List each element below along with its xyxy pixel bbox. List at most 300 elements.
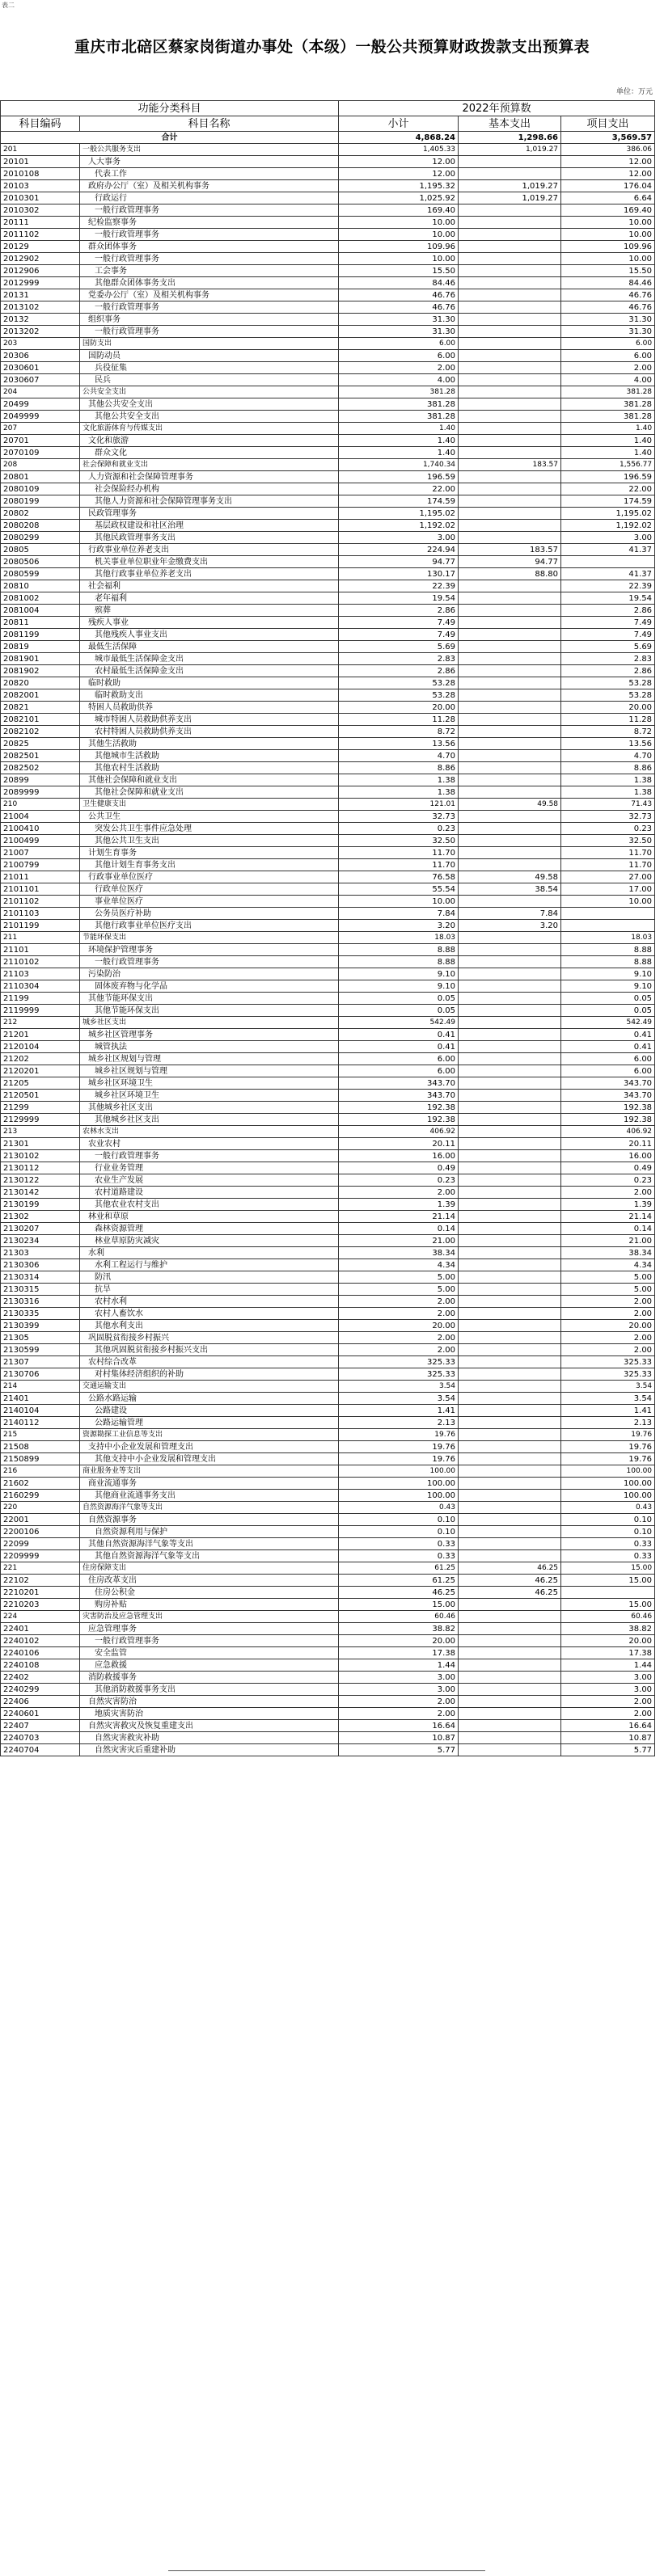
header-project: 项目支出 [561,116,655,132]
row-project: 174.59 [561,495,655,508]
row-name: 其他行政事业单位养老支出 [80,568,339,580]
row-code: 20132 [1,314,80,326]
row-subtotal: 11.70 [339,859,459,871]
row-code: 20101 [1,156,80,168]
table-row [1,1514,655,1526]
row-project: 19.76 [561,1429,655,1441]
row-subtotal: 22.39 [339,580,459,592]
table-row [1,786,655,799]
row-basic [459,204,561,217]
row-subtotal: 406.92 [339,1126,459,1138]
row-code: 2110102 [1,956,80,968]
row-subtotal: 109.96 [339,241,459,253]
row-subtotal: 169.40 [339,204,459,217]
row-name: 住房公积金 [80,1587,339,1599]
table-row [1,1672,655,1684]
row-subtotal: 11.28 [339,714,459,726]
row-subtotal: 55.54 [339,883,459,896]
table-row [1,605,655,617]
row-code: 215 [1,1429,80,1441]
row-subtotal: 100.00 [339,1490,459,1502]
row-basic [459,738,561,750]
row-code: 21007 [1,847,80,859]
row-name: 节能环保支出 [80,932,339,944]
row-code: 20701 [1,435,80,447]
row-project: 0.10 [561,1526,655,1538]
row-code: 2140104 [1,1405,80,1417]
row-basic [459,823,561,835]
row-code: 22401 [1,1623,80,1635]
table-row [1,1090,655,1102]
row-name: 农村最低生活保障金支出 [80,665,339,677]
row-code: 20111 [1,217,80,229]
row-code: 2210201 [1,1587,80,1599]
row-code: 2160299 [1,1490,80,1502]
row-basic [459,1114,561,1126]
row-project: 41.37 [561,568,655,580]
row-basic [459,1453,561,1465]
row-code: 21299 [1,1102,80,1114]
table-row [1,1647,655,1659]
row-project: 1.40 [561,423,655,435]
table-row [1,641,655,653]
row-name: 其他节能环保支出 [80,993,339,1005]
row-subtotal: 5.69 [339,641,459,653]
row-name: 其他公共安全支出 [80,411,339,423]
row-basic [459,677,561,689]
row-subtotal: 5.00 [339,1284,459,1296]
row-subtotal: 196.59 [339,471,459,483]
table-row [1,1102,655,1114]
row-code: 2209999 [1,1550,80,1562]
row-name: 社会保险经办机构 [80,483,339,495]
row-code: 216 [1,1465,80,1478]
row-project: 1.44 [561,1659,655,1672]
row-code: 21004 [1,811,80,823]
row-subtotal: 5.00 [339,1271,459,1284]
row-subtotal: 20.00 [339,702,459,714]
table-row [1,1368,655,1381]
table-row [1,229,655,241]
row-subtotal: 381.28 [339,411,459,423]
row-name: 人力资源和社会保障管理事务 [80,471,339,483]
row-code: 2080506 [1,556,80,568]
row-basic [459,265,561,277]
row-basic [459,168,561,180]
row-subtotal: 20.11 [339,1138,459,1150]
row-code: 2130207 [1,1223,80,1235]
row-subtotal: 46.76 [339,289,459,301]
table-row [1,629,655,641]
row-project: 2.00 [561,1696,655,1708]
row-basic [459,750,561,762]
row-code: 20810 [1,580,80,592]
table-row [1,1065,655,1077]
row-basic [459,1635,561,1647]
table-row [1,1271,655,1284]
table-row [1,1077,655,1090]
row-basic [459,1332,561,1344]
row-code: 2240601 [1,1708,80,1720]
row-name: 地质灾害防治 [80,1708,339,1720]
row-basic [459,956,561,968]
table-row [1,1211,655,1223]
row-basic [459,689,561,702]
table-row [1,762,655,774]
table-row [1,847,655,859]
row-project: 6.64 [561,192,655,204]
row-project: 343.70 [561,1090,655,1102]
row-project: 2.86 [561,605,655,617]
row-project: 100.00 [561,1465,655,1478]
row-basic: 7.84 [459,908,561,920]
row-code: 2101102 [1,896,80,908]
row-basic [459,1478,561,1490]
row-code: 20821 [1,702,80,714]
row-name: 自然资源利用与保护 [80,1526,339,1538]
row-subtotal: 2.86 [339,665,459,677]
row-subtotal: 10.00 [339,217,459,229]
row-code: 2101101 [1,883,80,896]
row-subtotal: 15.50 [339,265,459,277]
row-code: 2011102 [1,229,80,241]
row-subtotal: 1.40 [339,423,459,435]
row-project: 32.73 [561,811,655,823]
table-row [1,314,655,326]
row-basic [459,1090,561,1102]
row-code: 2240102 [1,1635,80,1647]
row-code: 213 [1,1126,80,1138]
row-basic [459,277,561,289]
row-name: 消防救援事务 [80,1672,339,1684]
row-project: 0.33 [561,1550,655,1562]
row-basic [459,896,561,908]
row-project: 60.46 [561,1611,655,1623]
row-project: 31.30 [561,314,655,326]
row-subtotal: 0.10 [339,1514,459,1526]
row-code: 20805 [1,544,80,556]
row-basic [459,1077,561,1090]
row-subtotal: 2.00 [339,362,459,374]
table-row [1,289,655,301]
row-basic [459,605,561,617]
row-project: 0.49 [561,1162,655,1174]
row-basic [459,1659,561,1672]
row-subtotal: 6.00 [339,350,459,362]
row-subtotal: 325.33 [339,1368,459,1381]
table-row [1,592,655,605]
table-row [1,1465,655,1478]
row-code: 22102 [1,1575,80,1587]
row-name: 应急救援 [80,1659,339,1672]
row-name: 防汛 [80,1271,339,1284]
row-code: 2082501 [1,750,80,762]
row-basic [459,1647,561,1659]
row-code: 21508 [1,1441,80,1453]
row-name: 老年福利 [80,592,339,605]
sheet-label: 表二 [2,2,15,9]
row-subtotal: 19.76 [339,1429,459,1441]
row-code: 2012902 [1,253,80,265]
row-name: 其他自然资源海洋气象等支出 [80,1550,339,1562]
row-project: 343.70 [561,1077,655,1090]
row-basic [459,1356,561,1368]
row-name: 固体废弃物与化学品 [80,980,339,993]
table-row [1,883,655,896]
row-subtotal: 1,405.33 [339,144,459,156]
row-name: 其他农村生活救助 [80,762,339,774]
row-basic [459,1187,561,1199]
table-row [1,180,655,192]
row-subtotal: 4.00 [339,374,459,386]
total-row [1,132,655,144]
row-code: 21011 [1,871,80,883]
row-project: 12.00 [561,156,655,168]
row-code: 2082001 [1,689,80,702]
table-row [1,932,655,944]
table-row [1,1162,655,1174]
row-subtotal: 2.13 [339,1417,459,1429]
row-basic [459,944,561,956]
row-subtotal: 31.30 [339,326,459,338]
table-row [1,1429,655,1441]
row-name: 行业业务管理 [80,1162,339,1174]
row-project: 192.38 [561,1102,655,1114]
row-basic [459,1732,561,1744]
table-row [1,896,655,908]
row-basic [459,1199,561,1211]
total-project: 3,569.57 [561,132,655,144]
row-basic [459,1696,561,1708]
row-project: 18.03 [561,932,655,944]
row-basic [459,993,561,1005]
row-name: 自然灾害防治 [80,1696,339,1708]
row-name: 商业流通事务 [80,1478,339,1490]
row-name: 一般行政管理事务 [80,301,339,314]
row-code: 2140112 [1,1417,80,1429]
row-code: 21305 [1,1332,80,1344]
row-project: 11.70 [561,859,655,871]
row-project: 8.88 [561,944,655,956]
table-row [1,1247,655,1259]
row-subtotal: 22.00 [339,483,459,495]
row-basic: 88.80 [459,568,561,580]
row-subtotal: 3.00 [339,1672,459,1684]
row-project: 1.39 [561,1199,655,1211]
row-basic [459,1223,561,1235]
row-name: 群众团体事务 [80,241,339,253]
row-subtotal: 0.43 [339,1502,459,1514]
row-name: 其他人力资源和社会保障管理事务支出 [80,495,339,508]
row-subtotal: 1.39 [339,1199,459,1211]
row-subtotal: 121.01 [339,799,459,811]
row-name: 其他群众团体事务支出 [80,277,339,289]
row-code: 22407 [1,1720,80,1732]
row-code: 20802 [1,508,80,520]
row-project: 19.76 [561,1441,655,1453]
table-row [1,811,655,823]
row-project: 1.41 [561,1405,655,1417]
row-name: 临时救助支出 [80,689,339,702]
row-subtotal: 0.23 [339,1174,459,1187]
row-subtotal: 11.70 [339,847,459,859]
row-basic [459,1053,561,1065]
table-row [1,1187,655,1199]
row-subtotal: 542.49 [339,1017,459,1029]
row-name: 城乡社区规划与管理 [80,1053,339,1065]
table-row [1,520,655,532]
row-name: 支持中小企业发展和管理支出 [80,1441,339,1453]
row-subtotal: 12.00 [339,168,459,180]
row-code: 21101 [1,944,80,956]
table-row [1,580,655,592]
row-code: 2081199 [1,629,80,641]
row-subtotal: 46.76 [339,301,459,314]
header-total: 小计 [339,116,459,132]
row-name: 住房改革支出 [80,1575,339,1587]
page-title: 重庆市北碚区蔡家岗街道办事处（本级）一般公共预算财政拨款支出预算表 [74,38,590,56]
row-name: 其他公共卫生支出 [80,835,339,847]
table-row [1,677,655,689]
row-code: 2013202 [1,326,80,338]
row-code: 2012999 [1,277,80,289]
row-project: 381.28 [561,386,655,398]
row-basic: 3.20 [459,920,561,932]
row-subtotal: 3.54 [339,1393,459,1405]
row-project: 19.54 [561,592,655,605]
table-row [1,447,655,459]
row-code: 20820 [1,677,80,689]
row-subtotal: 19.76 [339,1453,459,1465]
header-classification: 功能分类科目 [1,101,339,116]
row-project: 325.33 [561,1356,655,1368]
table-row [1,1223,655,1235]
row-name: 一般行政管理事务 [80,326,339,338]
row-basic [459,508,561,520]
row-name: 国防支出 [80,338,339,350]
row-subtotal: 1,192.02 [339,520,459,532]
row-project: 16.64 [561,1720,655,1732]
table-row [1,1526,655,1538]
row-name: 应急管理事务 [80,1623,339,1635]
row-basic [459,1150,561,1162]
row-basic [459,483,561,495]
row-project: 381.28 [561,411,655,423]
row-basic [459,1126,561,1138]
row-project: 0.05 [561,1005,655,1017]
row-code: 21202 [1,1053,80,1065]
row-code: 224 [1,1611,80,1623]
row-subtotal: 1.40 [339,435,459,447]
table-row [1,1562,655,1575]
table-row [1,871,655,883]
row-subtotal: 9.10 [339,968,459,980]
row-basic [459,1417,561,1429]
row-basic [459,217,561,229]
row-basic: 183.57 [459,459,561,471]
row-name: 临时救助 [80,677,339,689]
row-subtotal: 2.00 [339,1187,459,1199]
table-row [1,1308,655,1320]
row-name: 公路水路运输 [80,1393,339,1405]
row-project: 2.86 [561,665,655,677]
row-code: 203 [1,338,80,350]
row-code: 2130399 [1,1320,80,1332]
row-code: 21307 [1,1356,80,1368]
table-row [1,1017,655,1029]
row-project: 22.00 [561,483,655,495]
table-row [1,423,655,435]
row-basic [459,1720,561,1732]
row-code: 2080599 [1,568,80,580]
row-subtotal: 2.00 [339,1696,459,1708]
row-basic [459,1162,561,1174]
table-row [1,1575,655,1587]
table-row [1,350,655,362]
row-basic [459,1538,561,1550]
row-basic: 183.57 [459,544,561,556]
row-name: 公务员医疗补助 [80,908,339,920]
row-subtotal: 19.76 [339,1441,459,1453]
row-project: 1.38 [561,786,655,799]
row-name: 卫生健康支出 [80,799,339,811]
row-name: 一般行政管理事务 [80,204,339,217]
row-name: 其他城乡社区支出 [80,1114,339,1126]
row-name: 其他支持中小企业发展和管理支出 [80,1453,339,1465]
row-name: 抗旱 [80,1284,339,1296]
row-name: 其他民政管理事务支出 [80,532,339,544]
row-code: 2130112 [1,1162,80,1174]
row-project: 2.00 [561,1187,655,1199]
row-project: 38.34 [561,1247,655,1259]
row-code: 2130706 [1,1368,80,1381]
row-code: 2240106 [1,1647,80,1659]
row-name: 组织事务 [80,314,339,326]
row-code: 20899 [1,774,80,786]
row-name: 特困人员救助供养 [80,702,339,714]
row-subtotal: 0.05 [339,1005,459,1017]
row-code: 20306 [1,350,80,362]
table-row [1,1405,655,1417]
row-name: 其他生活救助 [80,738,339,750]
row-subtotal: 61.25 [339,1575,459,1587]
row-basic: 94.77 [459,556,561,568]
row-project: 4.70 [561,750,655,762]
row-subtotal: 0.10 [339,1526,459,1538]
row-code: 2130316 [1,1296,80,1308]
table-row [1,653,655,665]
table-row [1,1199,655,1211]
row-basic [459,253,561,265]
row-name: 森林资源管理 [80,1223,339,1235]
row-name: 农业农村 [80,1138,339,1150]
table-row [1,1356,655,1368]
row-name: 民兵 [80,374,339,386]
row-name: 政府办公厅（室）及相关机构事务 [80,180,339,192]
table-row [1,192,655,204]
row-subtotal: 12.00 [339,156,459,168]
row-basic [459,1514,561,1526]
row-basic [459,326,561,338]
row-project: 3.00 [561,1672,655,1684]
row-name: 一般公共服务支出 [80,144,339,156]
row-basic [459,665,561,677]
row-code: 2082102 [1,726,80,738]
row-project: 6.00 [561,338,655,350]
row-subtotal: 10.87 [339,1732,459,1744]
row-code: 2082101 [1,714,80,726]
row-project [561,1587,655,1599]
